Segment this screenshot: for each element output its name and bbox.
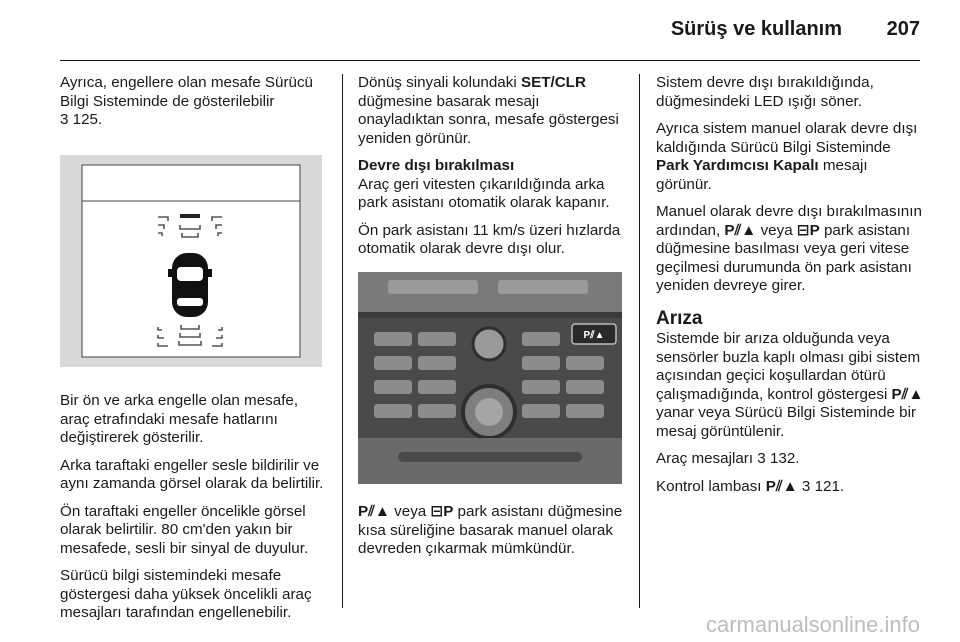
- paragraph: P⫽▲ veya ⊟P park asistanı düğmesine kısa süreliğine basarak manuel olarak devreden çıkarmak mümkündür.: [358, 503, 623, 557]
- watermark: carmanualsonline.info: [705, 612, 920, 637]
- park-assist-alt-icon: ⊟P: [430, 503, 454, 520]
- paragraph: Araç geri vitesten çıkarıldığında arka park asistanı otomatik olarak kapanır.: [358, 175, 610, 211]
- park-assist-button-label: P⫽▲: [583, 329, 605, 341]
- park-assist-icon: P⫽▲: [765, 477, 798, 495]
- page-number: 207: [886, 18, 920, 40]
- column-divider: [639, 74, 640, 608]
- park-assist-icon: P⫽▲: [358, 503, 390, 520]
- paragraph: Ayrıca sistem manuel olarak devre dışı kaldığında Sürücü Bilgi Sisteminde Park Yardımcısı Kapalı mesajı görünür.: [656, 120, 918, 193]
- paragraph: Manuel olarak devre dışı bırakılmasının ardından, P⫽▲ veya ⊟P park asistanı düğmesine basılması veya geri vitese geçilmesi durumunda ön park asistanı yeniden devreye girer.: [656, 203, 922, 294]
- column-3: [656, 74, 926, 505]
- column-1: [60, 74, 330, 632]
- paragraph: Sürücü bilgi sistemindeki mesafe göstergesi daha yüksek öncelikli araç mesajları tarafından engellenebilir.: [60, 567, 312, 621]
- column-divider: [342, 74, 343, 608]
- paragraph: Bir ön ve arka engelle olan mesafe, araç etrafındaki mesafe hatlarını değiştirerek gösterilir.: [60, 392, 299, 446]
- distance-display-figure: [60, 155, 322, 367]
- paragraph: Arka taraftaki engeller sesle bildirilir ve aynı zamanda görsel olarak da belirtilir.: [60, 456, 324, 492]
- paragraph: Ön taraftaki engeller öncelikle görsel olarak belirtilir. 80 cm'den yakın bir mesafede, sesli bir sinyal de duyulur.: [60, 502, 309, 557]
- message-name: Park Yardımcısı Kapalı: [656, 157, 819, 174]
- subheading: Devre dışı bırakılması: [358, 157, 515, 174]
- button-name: SET/CLR: [520, 74, 586, 91]
- park-assist-icon: P⫽▲: [891, 385, 924, 403]
- page-header: [0, 0, 960, 62]
- column-2: [358, 74, 626, 568]
- paragraph: Ön park asistanı 11 km/s üzeri hızlarda otomatik olarak devre dışı olur.: [358, 221, 621, 257]
- paragraph: Sistemde bir arıza olduğunda veya sensörler buzla kaplı olması gibi sistem açısından geçici koşullardan ötürü çalışmadığında, kontrol göstergesi P⫽▲ yanar veya Sürücü Bilgi Sisteminde bir mesaj görüntülenir.: [656, 330, 924, 440]
- park-assist-alt-icon: ⊟P: [796, 221, 820, 239]
- park-assist-icon: P⫽▲: [724, 221, 757, 239]
- section-title: Sürüş ve kullanım: [670, 18, 842, 40]
- dashboard-photo: [358, 272, 622, 484]
- paragraph: Dönüş sinyali kolundaki SET/CLR düğmesine basarak mesajı onayladıktan sonra, mesafe göstergesi yeniden görünür.: [358, 74, 619, 147]
- paragraph: Sistem devre dışı bırakıldığında, düğmesindeki LED ışığı söner.: [656, 74, 874, 110]
- header-rule: [60, 60, 920, 61]
- paragraph: Araç mesajları 3 132.: [656, 450, 800, 467]
- page-reference: 3 125.: [60, 111, 103, 128]
- paragraph: Ayrıca, engellere olan mesafe Sürücü Bilgi Sisteminde de gösterilebilir 3 125.: [60, 74, 313, 128]
- section-heading: Arıza: [656, 307, 703, 329]
- paragraph: Kontrol lambası P⫽▲ 3 121.: [656, 477, 845, 495]
